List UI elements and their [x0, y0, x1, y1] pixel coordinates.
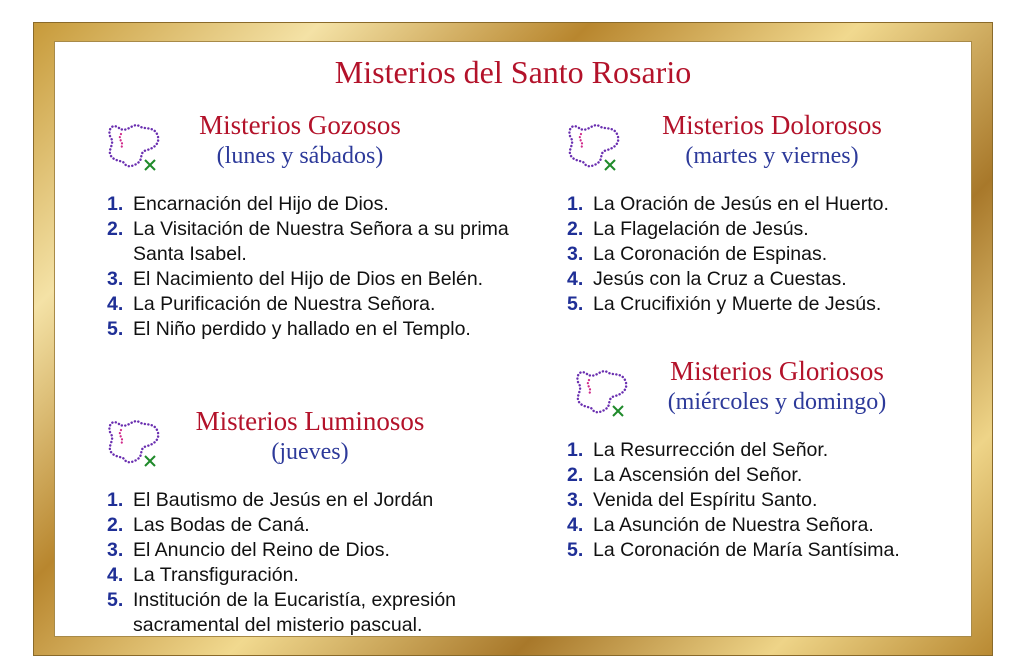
item-text: La Visitación de Nuestra Señora a su prima Santa Isabel. [133, 218, 509, 265]
mysteries-list [565, 438, 985, 563]
list-item [565, 292, 985, 317]
gold-frame [33, 22, 993, 656]
item-number: 1. [567, 193, 584, 215]
section-header [105, 110, 525, 180]
list-item [105, 538, 525, 563]
item-number: 2. [107, 514, 124, 536]
section-days: (lunes y sábados) [216, 143, 384, 169]
item-number: 5. [107, 589, 124, 611]
rosary-icon [105, 116, 165, 172]
section-dolorosos [565, 110, 985, 317]
item-number: 4. [567, 514, 584, 536]
section-days: (jueves) [271, 439, 349, 465]
item-number: 3. [567, 489, 584, 511]
mysteries-list [105, 192, 525, 342]
rosary-icon [105, 412, 165, 468]
item-number: 4. [567, 268, 584, 290]
item-text: Jesús con la Cruz a Cuestas. [593, 268, 847, 290]
section-header [105, 406, 525, 476]
item-number: 5. [567, 539, 584, 561]
item-number: 1. [107, 489, 124, 511]
item-text: La Purificación de Nuestra Señora. [133, 293, 436, 315]
list-item [105, 217, 525, 267]
list-item [105, 292, 525, 317]
item-number: 4. [107, 564, 124, 586]
list-item [565, 463, 985, 488]
list-item [565, 192, 985, 217]
item-number: 3. [107, 539, 124, 561]
section-title: Misterios Gloriosos [670, 356, 884, 386]
list-item [565, 538, 985, 563]
section-header [565, 110, 985, 180]
item-number: 1. [567, 439, 584, 461]
section-header [565, 356, 985, 426]
list-item [105, 317, 525, 342]
rosary-icon [573, 362, 633, 418]
item-number: 1. [107, 193, 124, 215]
item-number: 5. [567, 293, 584, 315]
item-text: El Niño perdido y hallado en el Templo. [133, 318, 471, 340]
item-text: Venida del Espíritu Santo. [593, 489, 818, 511]
item-number: 2. [567, 464, 584, 486]
item-text: Encarnación del Hijo de Dios. [133, 193, 389, 215]
item-text: El Nacimiento del Hijo de Dios en Belén. [133, 268, 484, 290]
item-text: La Coronación de María Santísima. [593, 539, 900, 561]
item-text: La Coronación de Espinas. [593, 243, 828, 265]
list-item [105, 488, 525, 513]
item-text: La Ascensión del Señor. [593, 464, 803, 486]
section-days: (martes y viernes) [685, 143, 859, 169]
rosary-icon [565, 116, 625, 172]
item-number: 3. [567, 243, 584, 265]
item-text: El Anuncio del Reino de Dios. [133, 539, 390, 561]
item-number: 2. [567, 218, 584, 240]
list-item [565, 242, 985, 267]
list-item [105, 513, 525, 538]
section-gloriosos [565, 356, 985, 563]
item-number: 5. [107, 318, 124, 340]
list-item [105, 267, 525, 292]
section-luminosos [105, 406, 525, 638]
list-item [565, 217, 985, 242]
item-text: Institución de la Eucaristía, expresión sacramental del misterio pascual. [133, 589, 457, 636]
item-text: La Oración de Jesús en el Huerto. [593, 193, 889, 215]
list-item [565, 513, 985, 538]
page-title: Misterios del Santo Rosario [334, 54, 692, 90]
item-text: La Flagelación de Jesús. [593, 218, 809, 240]
section-title: Misterios Dolorosos [662, 110, 882, 140]
item-number: 4. [107, 293, 124, 315]
list-item [565, 438, 985, 463]
list-item [565, 267, 985, 292]
section-title: Misterios Gozosos [199, 110, 401, 140]
mysteries-list [565, 192, 985, 317]
item-text: La Resurrección del Señor. [593, 439, 829, 461]
rosary-card [54, 41, 972, 637]
item-text: Las Bodas de Caná. [133, 514, 310, 536]
item-text: La Crucifixión y Muerte de Jesús. [593, 293, 882, 315]
item-number: 2. [107, 218, 124, 240]
list-item [105, 192, 525, 217]
section-gozosos [105, 110, 525, 342]
item-text: El Bautismo de Jesús en el Jordán [133, 489, 434, 511]
section-title: Misterios Luminosos [195, 406, 425, 436]
mysteries-list [105, 488, 525, 638]
list-item [565, 488, 985, 513]
list-item [105, 588, 525, 638]
item-text: La Transfiguración. [133, 564, 299, 586]
item-number: 3. [107, 268, 124, 290]
list-item [105, 563, 525, 588]
item-text: La Asunción de Nuestra Señora. [593, 514, 874, 536]
section-days: (miércoles y domingo) [667, 389, 887, 415]
